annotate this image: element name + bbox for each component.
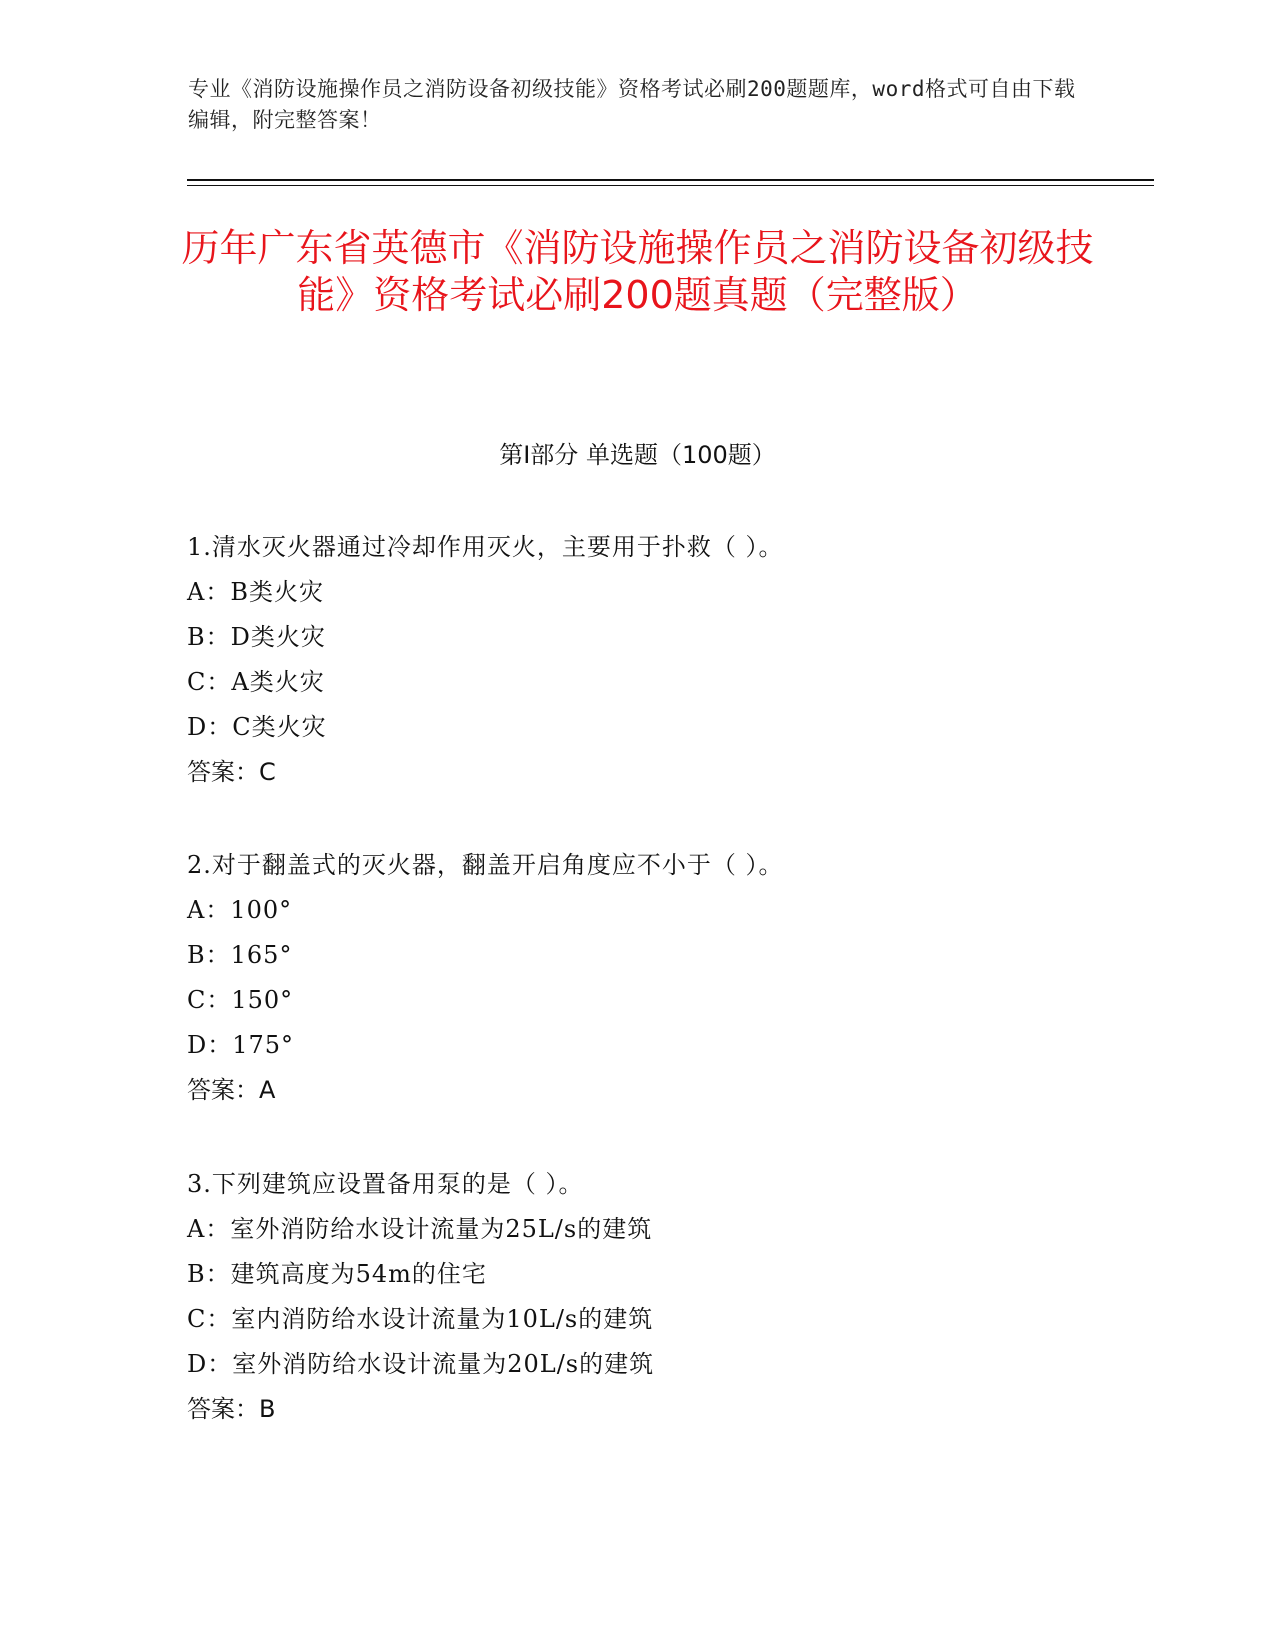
question-stem: 2.对于翻盖式的灭火器，翻盖开启角度应不小于（ ）。 xyxy=(187,851,784,879)
question-block xyxy=(187,525,1087,795)
answer-line: 答案：C xyxy=(187,758,276,786)
question-stem: 3.下列建筑应设置备用泵的是（ ）。 xyxy=(187,1170,584,1198)
option-d: D：175° xyxy=(187,1031,295,1059)
option-b: B：建筑高度为54m的住宅 xyxy=(187,1260,487,1288)
option-c: C：150° xyxy=(187,986,294,1014)
question-block xyxy=(187,843,1087,1113)
option-b: B：D类火灾 xyxy=(187,623,326,651)
header-note: 专业《消防设施操作员之消防设备初级技能》资格考试必刷200题题库，word格式可自由下载编辑，附完整答案！ xyxy=(188,77,1076,132)
option-d: D：C类火灾 xyxy=(187,713,327,741)
header-divider-thick xyxy=(187,179,1154,181)
option-a: A：100° xyxy=(187,896,293,924)
document-title: 历年广东省英德市《消防设施操作员之消防设备初级技能》资格考试必刷200题真题（完整版） xyxy=(181,226,1094,317)
option-c: C：A类火灾 xyxy=(187,668,325,696)
header-divider-thin xyxy=(187,185,1154,186)
option-d: D：室外消防给水设计流量为20L/s的建筑 xyxy=(187,1350,655,1378)
option-c: C：室内消防给水设计流量为10L/s的建筑 xyxy=(187,1305,654,1333)
section-heading: 第Ⅰ部分 单选题（100题） xyxy=(499,441,776,469)
question-block xyxy=(187,1162,1087,1432)
option-a: A：室外消防给水设计流量为25L/s的建筑 xyxy=(187,1215,653,1243)
answer-line: 答案：B xyxy=(187,1395,276,1423)
answer-line: 答案：A xyxy=(187,1076,276,1104)
option-a: A：B类火灾 xyxy=(187,578,324,606)
question-stem: 1.清水灭火器通过冷却作用灭火，主要用于扑救（ ）。 xyxy=(187,533,784,561)
option-b: B：165° xyxy=(187,941,293,969)
